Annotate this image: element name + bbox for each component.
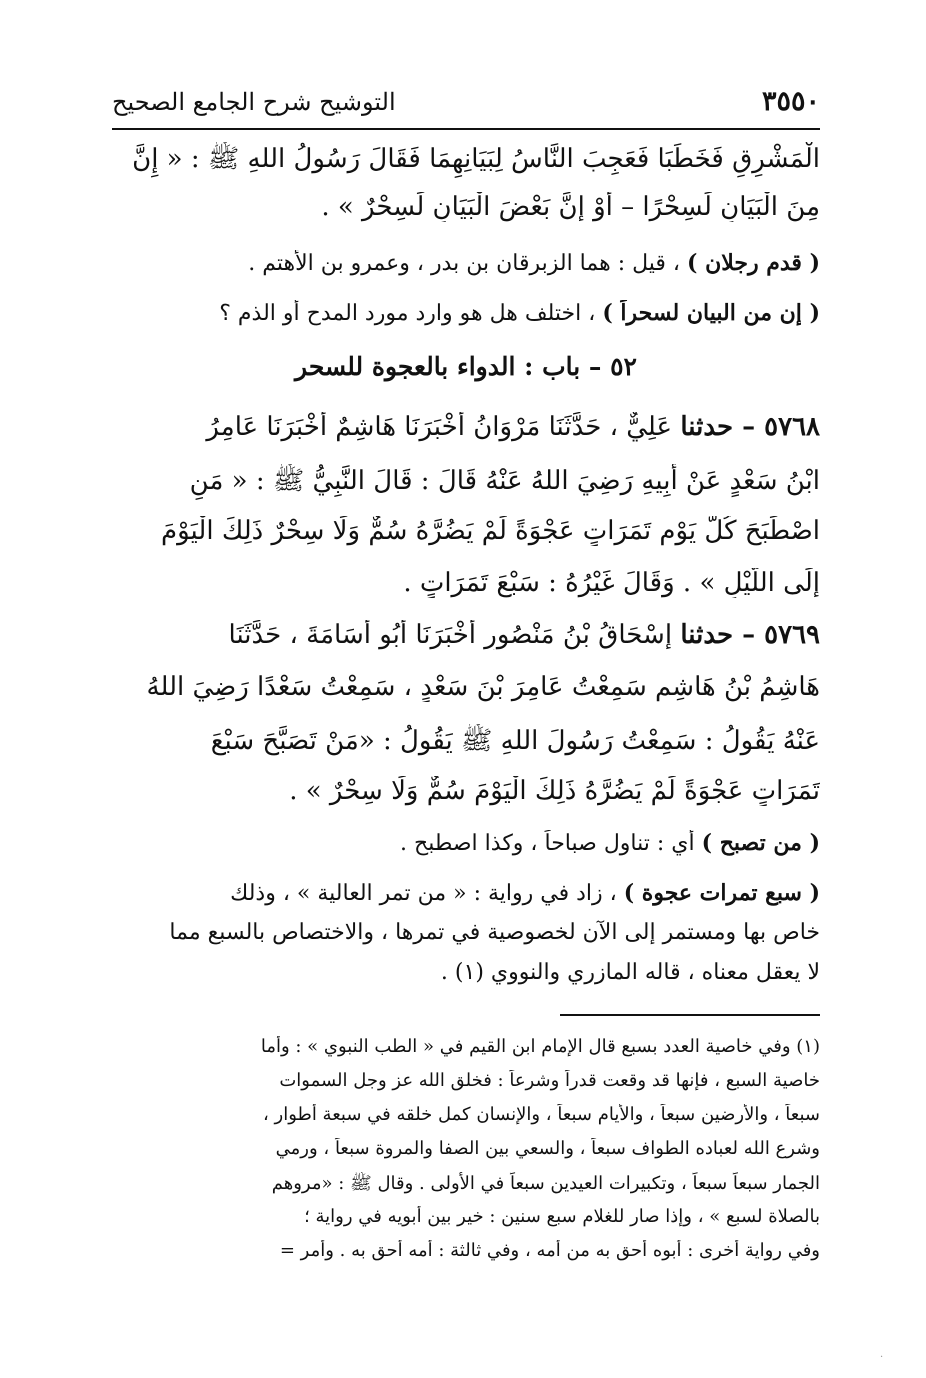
hadith-text: إِسْحَاقُ بْنُ مَنْصُورٍ أَخْبَرَنَا أَبُو أُسَامَةَ ، حَدَّثَنَا — [228, 620, 681, 650]
chapter-heading: ٥٢ – باب : الدواء بالعجوة للسحر — [295, 352, 637, 381]
footnote-line: الجمار سبعاً سبعاً ، وتكبيرات العيدين سبعاً في الأولى . وقال ﷺ : «مروهم — [271, 1173, 820, 1194]
commentary-text: ، قيل : هما الزبرقان بن بدر ، وعمرو بن الأهتم . — [248, 251, 687, 276]
hadith-line: تَمَرَاتٍ عَجْوَةً لَمْ يَضُرَّهُ ذَلِكَ الْيَوْمَ سُمٌّ وَلَا سِحْرٌ » . — [289, 776, 820, 806]
hadith-number: ٥٧٦٩ – حدثنا — [680, 620, 820, 650]
commentary-term: ( سبع تمرات عجوة ) — [623, 880, 820, 906]
commentary-line — [112, 830, 820, 856]
commentary-text: ، اختلف هل هو وارد مورد المدح أو الذم ؟ — [219, 301, 603, 326]
commentary-text: أي : تناول صباحاً ، وكذا اصطبح . — [400, 831, 702, 856]
commentary-line — [112, 300, 820, 326]
hadith-line: هَاشِمُ بْنُ هَاشِمٍ سَمِعْتُ عَامِرَ بْنَ سَعْدٍ ، سَمِعْتُ سَعْدًا رَضِيَ اللهُ — [146, 672, 820, 702]
commentary-term: ( من تصبح ) — [701, 830, 820, 856]
footnote-line: بالصلاة لسبع » ، وإذا صار للغلام سبع سنين : خير بين أبويه في رواية ؛ — [304, 1206, 820, 1227]
hadith-line: اصْطَبَحَ كُلَّ يَوْمٍ تَمَرَاتٍ عَجْوَةً لَمْ يَضُرَّهُ سُمٌّ وَلَا سِحْرٌ ذَلِكَ الْيَوْمَ — [161, 516, 820, 546]
header-rule — [112, 128, 820, 130]
commentary-line: لا يعقل معناه ، قاله المازري والنووي (١) . — [440, 960, 820, 985]
footnote-line: وفي رواية أخرى : أبوه أحق به من أمه ، وفي ثالثة : أمه أحق به . وأمر = — [279, 1240, 820, 1261]
footnote-line: سبعاً ، والأرضين سبعاً ، والأيام سبعاً ، والإنسان كمل خلقه في سبعة أطوار ، — [262, 1104, 820, 1125]
text-line: الْمَشْرِقِ فَخَطَبَا فَعَجِبَ النَّاسُ لِبَيَانِهِمَا فَقَالَ رَسُولُ اللهِ ﷺ : « إِنَّ — [132, 144, 820, 174]
hadith-line: إِلَى اللَّيْلِ » . وَقَالَ غَيْرُهُ : سَبْعَ تَمَرَاتٍ . — [403, 568, 820, 598]
commentary-line — [112, 880, 820, 906]
page-number: ٣٥٥٠ — [761, 86, 820, 117]
commentary-term: ( قدم رجلان ) — [687, 250, 820, 276]
hadith-line — [112, 620, 820, 650]
footnote-rule — [560, 1014, 820, 1016]
text-line: مِنَ الْبَيَانِ لَسِحْرًا – أَوْ إِنَّ بَعْضَ الْبَيَانِ لَسِحْرٌ » . — [321, 192, 820, 222]
page-header — [112, 86, 820, 124]
footnote-line: خاصية السبع ، فإنها قد وقعت قدراً وشرعاً : فخلق الله عز وجل السموات — [279, 1070, 820, 1091]
footnote-line: (١) وفي خاصية العدد بسبع قال الإمام ابن القيم في « الطب النبوي » : وأما — [260, 1036, 820, 1057]
hadith-line — [112, 412, 820, 442]
footnote-line: وشرع الله لعباده الطواف سبعاً ، والسعي بين الصفا والمروة سبعاً ، ورمي — [275, 1138, 820, 1159]
running-title: التوشيح شرح الجامع الصحيح — [112, 88, 396, 116]
commentary-text: ، زاد في رواية : « من تمر العالية » ، وذلك — [230, 881, 624, 906]
scan-speck: · — [880, 1352, 884, 1363]
hadith-text: عَلِيٌّ ، حَدَّثَنَا مَرْوَانُ أَخْبَرَنَا هَاشِمٌ أَخْبَرَنَا عَامِرُ — [206, 412, 681, 442]
hadith-number: ٥٧٦٨ – حدثنا — [680, 412, 820, 442]
hadith-line: ابْنُ سَعْدٍ عَنْ أَبِيهِ رَضِيَ اللهُ عَنْهُ قَالَ : قَالَ النَّبِيُّ ﷺ : « مَنِ — [189, 466, 820, 496]
commentary-line — [112, 250, 820, 276]
commentary-line: خاص بها ومستمر إلى الآن لخصوصية في تمرها ، والاختصاص بالسبع مما — [169, 920, 820, 945]
hadith-line: عَنْهُ يَقُولُ : سَمِعْتُ رَسُولَ اللهِ ﷺ يَقُولُ : «مَنْ تَصَبَّحَ سَبْعَ — [210, 726, 820, 756]
commentary-term: ( إن من البيان لسحراً ) — [602, 300, 820, 326]
